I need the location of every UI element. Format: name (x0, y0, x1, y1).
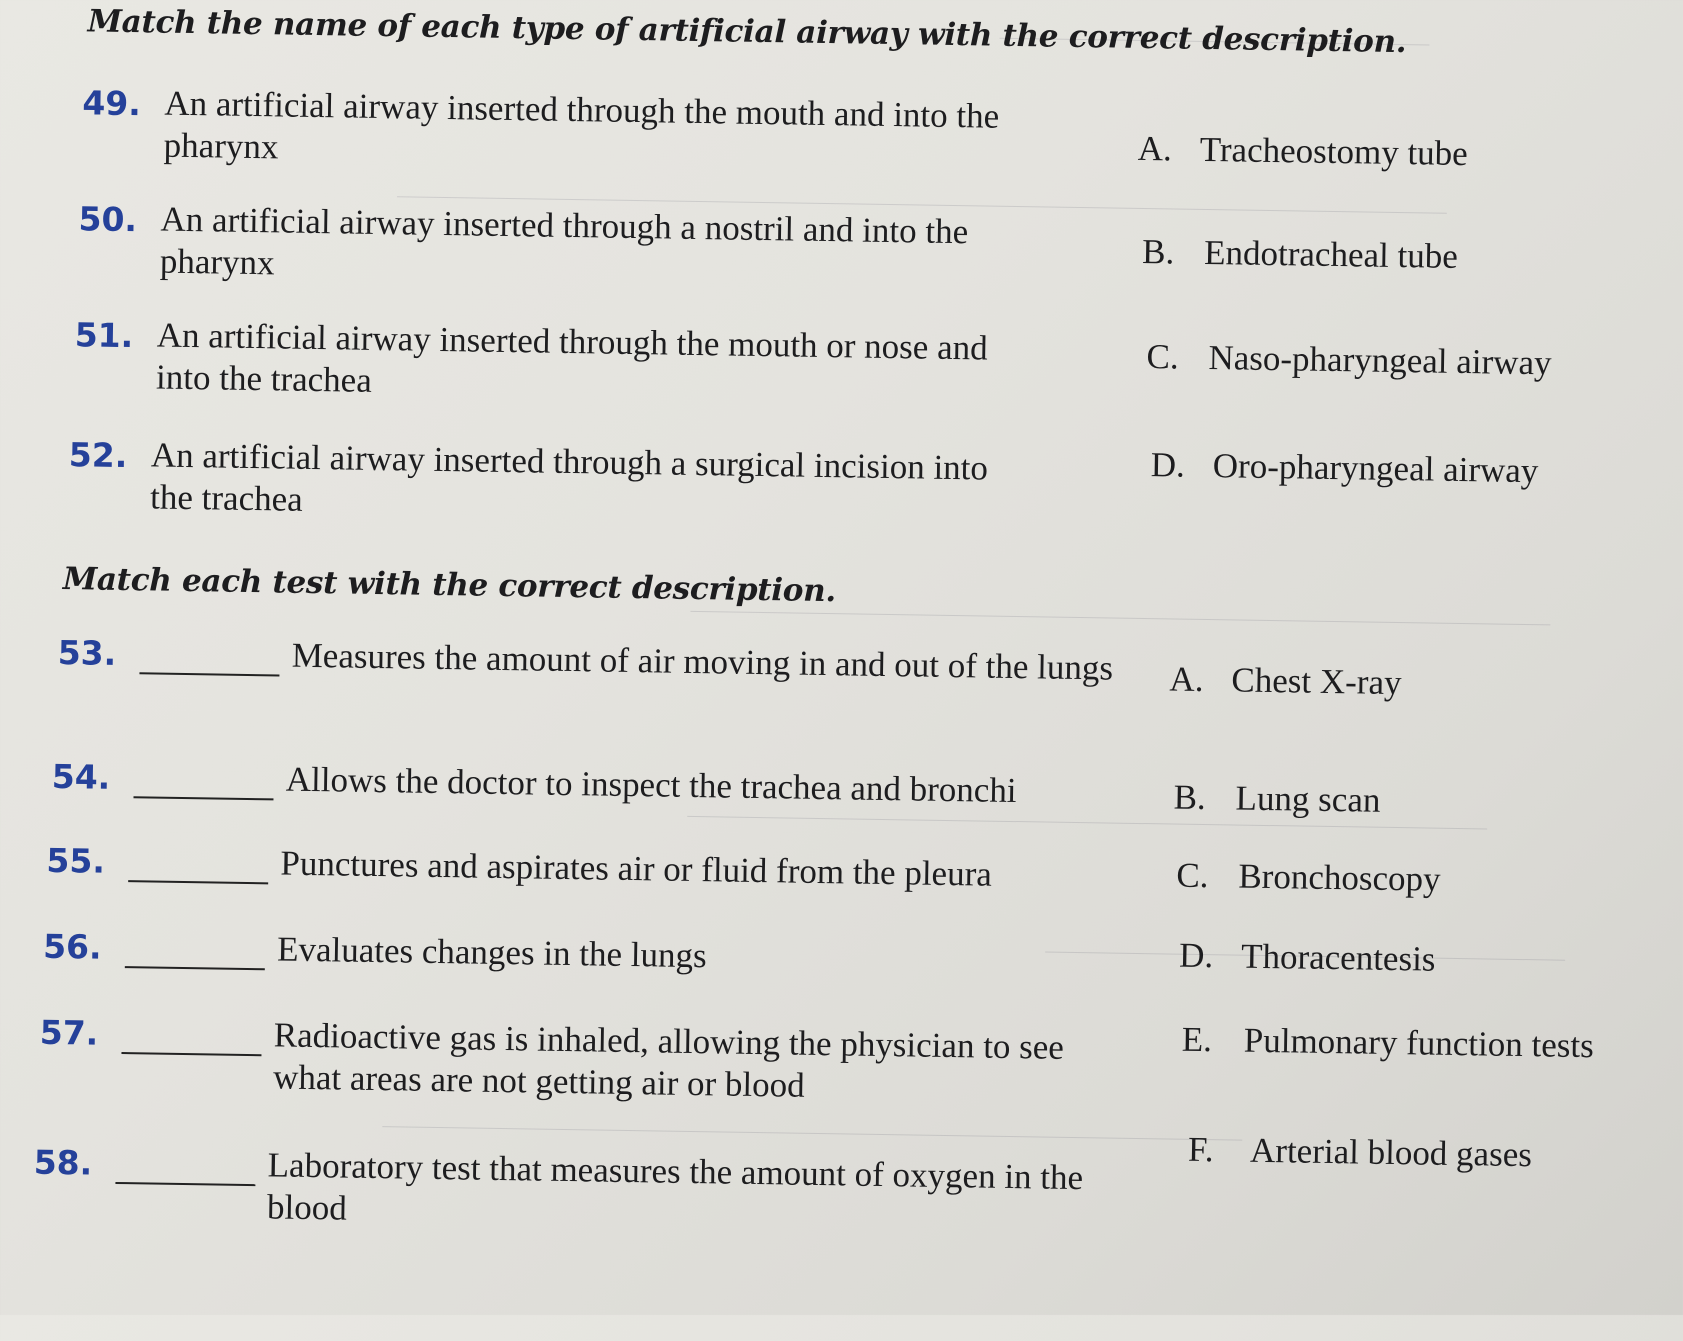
option-text: Pulmonary function tests (1243, 1020, 1595, 1066)
question-text: An artificial airway inserted through the mouth or nose and into the trachea (155, 315, 988, 400)
answer-option-b (1173, 777, 1380, 822)
question-55 (46, 839, 1141, 900)
answer-option-d (1151, 444, 1539, 492)
option-text: Naso-pharyngeal airway (1208, 338, 1552, 383)
option-text: Thoracentesis (1240, 936, 1436, 979)
question-58 (33, 1141, 1128, 1242)
question-text: Evaluates changes in the lungs (276, 929, 707, 976)
question-54 (51, 755, 1146, 816)
answer-blank[interactable] (125, 926, 266, 970)
option-letter: E. (1181, 1019, 1213, 1060)
question-text: Punctures and aspirates air or fluid from the pleura (280, 843, 993, 894)
question-number: 49. (82, 83, 142, 124)
option-text: Tracheostomy tube (1199, 129, 1469, 174)
question-number: 52. (68, 435, 128, 476)
option-text: Chest X-ray (1231, 660, 1402, 703)
option-letter: C. (1146, 337, 1179, 377)
option-letter: C. (1176, 855, 1209, 896)
answer-blank[interactable] (133, 756, 274, 800)
answer-option-e (1181, 1019, 1594, 1067)
question-number: 57. (39, 1012, 99, 1053)
answer-blank[interactable] (139, 632, 280, 676)
option-text: Endotracheal tube (1203, 232, 1459, 276)
answer-option-d (1179, 935, 1436, 981)
question-49 (81, 81, 1044, 180)
question-51 (74, 313, 1037, 412)
question-text: Measures the amount of air moving in and out of the lungs (291, 635, 1114, 688)
option-letter: A. (1169, 659, 1204, 699)
question-text: An artificial airway inserted through a surgical incision into the trachea (149, 435, 989, 519)
section2-heading: Match each test with the correct description. (62, 561, 837, 610)
option-letter: D. (1150, 445, 1186, 485)
question-number: 53. (57, 632, 117, 673)
answer-option-a (1137, 128, 1468, 175)
option-letter: D. (1178, 935, 1214, 976)
bleed-through-line (690, 611, 1550, 626)
option-text: Oro-pharyngeal airway (1212, 446, 1539, 491)
question-number: 50. (78, 199, 138, 240)
section1-heading: Match the name of each type of artificial airway with the correct description. (87, 3, 1407, 61)
answer-option-c (1176, 855, 1441, 901)
question-53 (57, 631, 1152, 692)
question-text: Radioactive gas is inhaled, allowing the physician to see what areas are not getting air or blood (272, 1015, 1065, 1105)
question-number: 54. (51, 756, 111, 797)
option-text: Lung scan (1235, 778, 1381, 820)
answer-blank[interactable] (128, 840, 269, 884)
answer-option-f (1188, 1129, 1532, 1176)
question-number: 56. (42, 926, 102, 967)
answer-option-a (1169, 658, 1402, 704)
answer-option-b (1142, 231, 1458, 278)
option-letter: A. (1137, 128, 1173, 169)
option-letter: B. (1173, 777, 1207, 818)
answer-blank[interactable] (115, 1142, 256, 1186)
option-text: Arterial blood gases (1249, 1130, 1533, 1175)
question-text: Laboratory test that measures the amount of oxygen in the blood (266, 1145, 1084, 1228)
option-letter: B. (1141, 231, 1175, 272)
answer-option-c (1146, 336, 1552, 384)
question-number: 58. (33, 1142, 93, 1183)
question-text: An artificial airway inserted through a nostril and into the pharynx (159, 199, 969, 283)
option-text: Bronchoscopy (1238, 856, 1441, 899)
question-text: Allows the doctor to inspect the trachea and bronchi (285, 759, 1017, 811)
question-57 (39, 1011, 1134, 1112)
question-number: 51. (74, 315, 134, 356)
question-text: An artificial airway inserted through the mouth and into the pharynx (163, 83, 1000, 167)
question-52 (68, 433, 1031, 532)
answer-blank[interactable] (121, 1012, 262, 1056)
question-56 (43, 925, 1138, 986)
question-number: 55. (46, 840, 106, 881)
question-50 (78, 197, 1041, 296)
bleed-through-line (382, 1126, 1242, 1141)
option-letter: F. (1187, 1129, 1214, 1170)
